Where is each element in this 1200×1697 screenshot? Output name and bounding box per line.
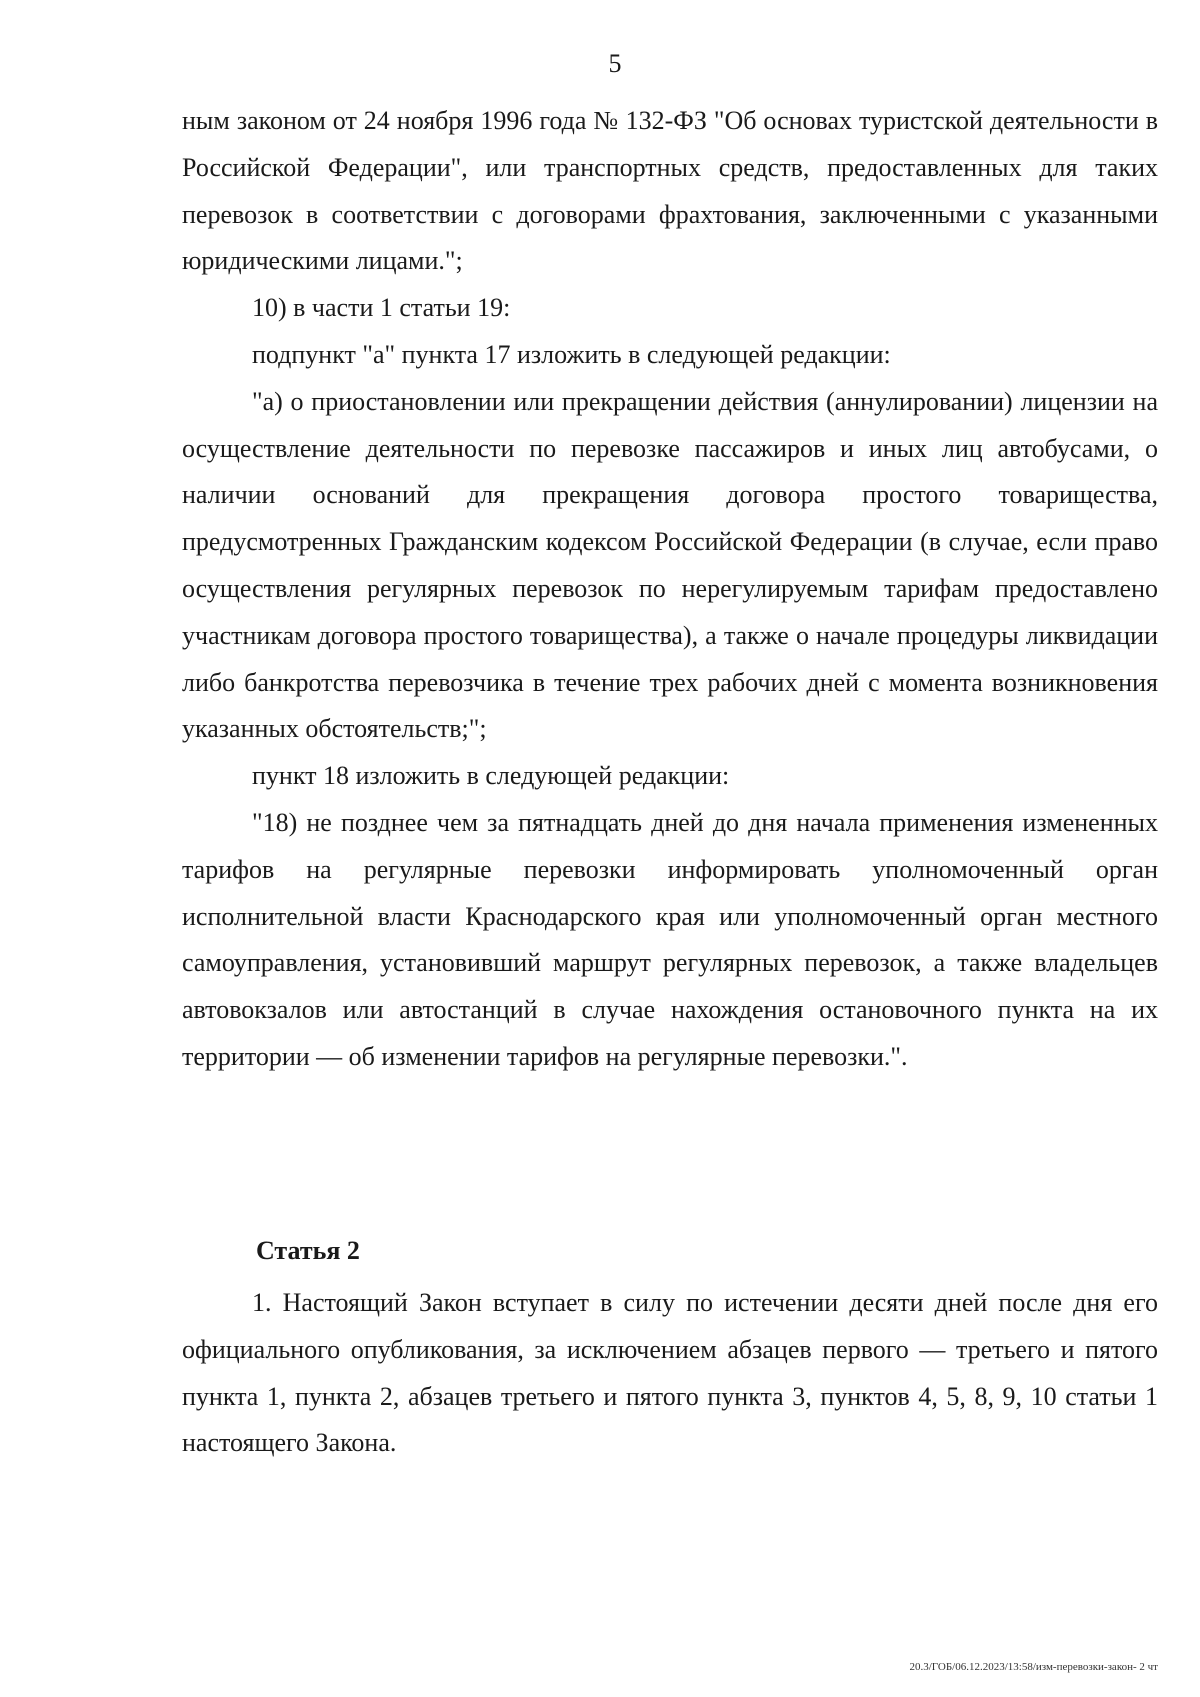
page-number: 5 [608,49,622,78]
paragraph-item-18-intro: пункт 18 изложить в следующей редакции: [252,761,730,791]
paragraph-item-10: 10) в части 1 статьи 19: [252,293,511,323]
amendment-text [182,98,1158,1081]
article-body [182,1280,1158,1467]
paragraph-subitem-a-text: "а) о приостановлении или прекращении действия (аннулировании) лицензии на осуществление деятельности по перевозке пассажиров и иных лиц автобусами, о наличии оснований для прекращения договора простого товарищества, предусмотренных Гражданским кодексом Российской Федерации (в случае, если право осуществления регулярных перевозок по нерегулируемым тарифам предоставлено участникам договора простого товарищества), а также о начале процедуры ликвидации либо банкротства перевозчика в течение трех рабочих дней с момента возникновения указанных обстоятельств;"; [182,386,1158,744]
paragraph-continuation: ным законом от 24 ноября 1996 года № 132-ФЗ "Об основах туристской деятельности в Российской Федерации", или транспортных средств, предоставленных для таких перевозок в соответствии с договорами фрахтования, заключенными с указанными юридическими лицами."; [182,106,1158,276]
article-heading: Статья 2 [256,1236,360,1265]
paragraph-item-18-text: "18) не позднее чем за пятнадцать дней до дня начала применения измененных тарифов на регулярные перевозки информировать уполномоченный орган исполнительной власти Краснодарского края или уполномоченный орган местного самоуправления, установивший маршрут регулярных перевозок, а также владельцев автовокзалов или автостанций в случае нахождения остановочного пункта на их территории — об изменении тарифов на регулярные перевозки.". [182,807,1158,1071]
paragraph-subitem-a-intro: подпункт "а" пункта 17 изложить в следующей редакции: [252,339,891,369]
article-paragraph-1: 1. Настоящий Закон вступает в силу по истечении десяти дней после дня его официального опубликования, за исключением абзацев первого — третьего и пятого пункта 1, пункта 2, абзацев третьего и пятого пункта 3, пунктов 4, 5, 8, 9, 10 статьи 1 настоящего Закона. [182,1288,1158,1458]
footer-document-code: 20.3/ГОБ/06.12.2023/13:58/изм-перевозки-закон- 2 чт [909,1661,1158,1673]
